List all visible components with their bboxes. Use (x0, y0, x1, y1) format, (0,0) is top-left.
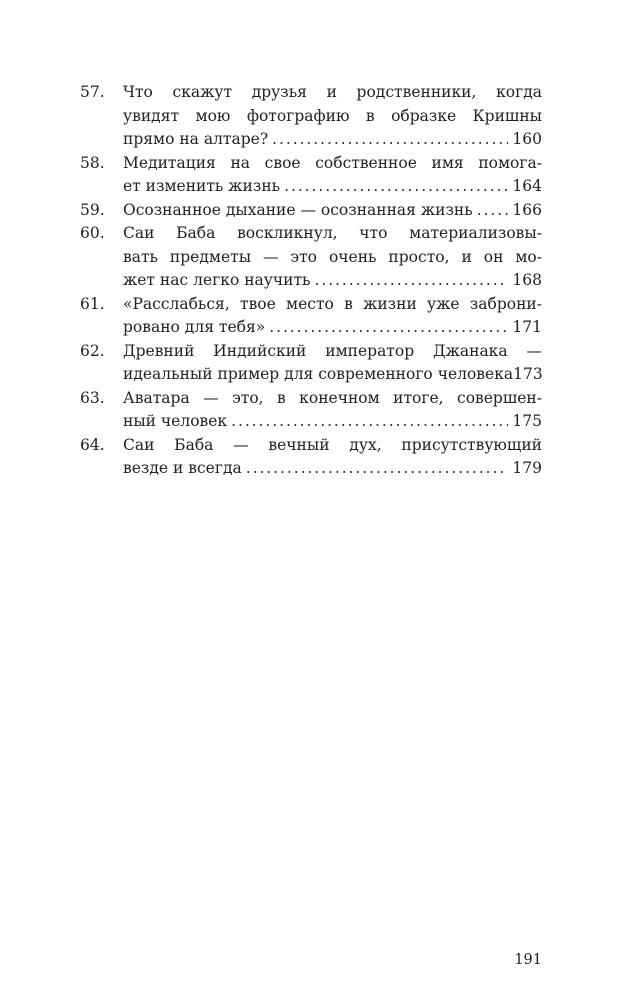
entry-last-line (123, 410, 542, 434)
toc-entry-64[interactable] (80, 434, 542, 481)
toc-entry-61[interactable] (80, 293, 542, 340)
entry-last-line (123, 316, 542, 340)
entry-page-number: 175 (512, 412, 542, 430)
toc-entry-57[interactable] (80, 81, 542, 152)
entry-number: 58. (80, 153, 105, 172)
entry-title (123, 199, 542, 223)
dot-leader (284, 175, 508, 199)
entry-title-line: Саи Баба — вечный дух, присутствующий (123, 435, 542, 454)
entry-number: 57. (80, 83, 105, 101)
entry-number: 61. (80, 294, 105, 313)
entry-title-line: «Расслабься, твое место в жизни уже заброни- (123, 294, 542, 313)
entry-number: 63. (80, 388, 105, 407)
entry-last-line (123, 128, 542, 152)
dot-leader (314, 269, 508, 293)
entry-title-line: везде и всегда (123, 459, 242, 477)
entry-last-line (123, 363, 542, 387)
toc-entry-62[interactable] (80, 340, 542, 387)
entry-number: 64. (80, 435, 105, 454)
entry-title-line: Аватара — это, в конечном итоге, совершен- (123, 388, 542, 407)
entry-title-line: жет нас легко научить (123, 271, 311, 289)
entry-title-line: Саи Баба воскликнул, что материализовы- (123, 224, 542, 242)
entry-last-line (123, 457, 542, 481)
dot-leader (477, 199, 509, 223)
entry-title (123, 81, 542, 152)
dot-leader (272, 128, 508, 152)
entry-last-line (123, 269, 542, 293)
dot-leader (269, 316, 508, 340)
entry-title-line: Медитация на свое собственное имя помога- (123, 153, 542, 172)
entry-page-number: 173 (513, 365, 543, 383)
entry-page-number: 168 (512, 271, 542, 289)
toc-entry-63[interactable] (80, 387, 542, 434)
entry-last-line (123, 175, 542, 199)
entry-title (123, 434, 542, 481)
entry-number: 62. (80, 341, 105, 360)
entry-title (123, 340, 542, 387)
entry-title (123, 387, 542, 434)
entry-page-number: 179 (512, 459, 542, 477)
entry-title-line: ровано для тебя» (123, 318, 266, 336)
entry-last-line (123, 199, 542, 223)
entry-title-line: ный человек (123, 412, 228, 430)
entry-title-line: ет изменить жизнь (123, 177, 281, 195)
entry-title (123, 222, 542, 293)
entry-number: 60. (80, 224, 105, 242)
entry-title-line: Древний Индийский император Джанака — (123, 341, 542, 360)
entry-title-line: увидят мою фотографию в образке Кришны (123, 106, 542, 125)
entry-page-number: 164 (512, 177, 542, 195)
entry-title-line: Что скажут друзья и родственники, когда (123, 83, 542, 101)
toc-entry-59[interactable] (80, 199, 542, 223)
entry-page-number: 166 (512, 200, 542, 219)
dot-leader (231, 410, 508, 434)
page-number: 191 (514, 952, 542, 968)
entry-number: 59. (80, 200, 105, 219)
entry-page-number: 160 (512, 130, 542, 148)
entry-title-line: идеальный пример для современного человека (123, 365, 514, 383)
entry-title (123, 293, 542, 340)
dot-leader (246, 457, 509, 481)
entry-title-line: вать предметы — это очень просто, и он мо- (123, 247, 542, 266)
entry-page-number: 171 (512, 318, 542, 336)
entry-title (123, 152, 542, 199)
toc-entry-58[interactable] (80, 152, 542, 199)
entry-title-line: прямо на алтаре? (123, 130, 269, 148)
toc-entry-60[interactable] (80, 222, 542, 293)
table-of-contents (80, 81, 542, 481)
entry-title-line: Осознанное дыхание — осознанная жизнь (123, 200, 473, 219)
